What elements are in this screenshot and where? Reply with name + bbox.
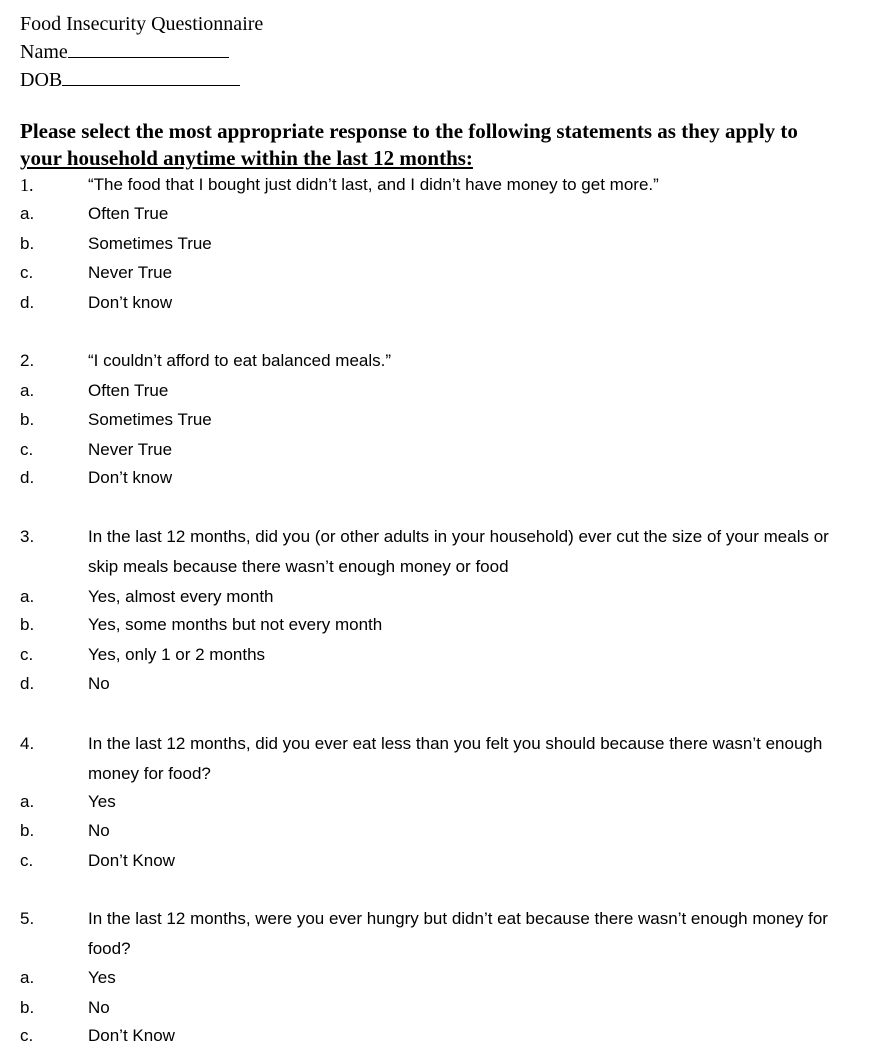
question-number: 2. — [20, 351, 35, 370]
option-letter: c. — [20, 440, 34, 459]
question-number: 1. — [20, 175, 34, 195]
option-letter: a. — [20, 204, 35, 223]
name-blank-line[interactable] — [68, 40, 229, 58]
option-letter: c. — [20, 263, 34, 282]
option-text: Yes — [88, 968, 116, 987]
option-letter: c. — [20, 645, 34, 664]
option-letter: b. — [20, 821, 35, 840]
option-text: Don’t Know — [88, 1026, 175, 1045]
option-text: Often True — [88, 381, 169, 400]
instructions-text: Please select the most appropriate response to the following statements as they apply to — [20, 119, 798, 143]
option-text: Yes — [88, 792, 116, 811]
option-letter: c. — [20, 851, 34, 870]
option-letter: c. — [20, 1026, 34, 1045]
option-letter: d. — [20, 293, 35, 312]
instructions-emphasis: your household anytime within the last 12 months: — [20, 146, 473, 170]
name-field — [20, 40, 229, 64]
option-text: Yes, almost every month — [88, 587, 274, 606]
option-letter: d. — [20, 468, 35, 487]
option-text: No — [88, 998, 110, 1017]
question-text: In the last 12 months, did you (or other adults in your household) ever cut the size of your meals or skip meals because there wasn’t enough money or food — [88, 527, 829, 576]
option-text: Never True — [88, 263, 173, 282]
option-letter: a. — [20, 968, 35, 987]
option-letter: a. — [20, 792, 35, 811]
question-number: 5. — [20, 909, 35, 928]
name-label: Name — [20, 41, 68, 63]
option-text: Sometimes True — [88, 410, 212, 429]
option-text: Never True — [88, 440, 173, 459]
option-text: No — [88, 821, 110, 840]
option-text: Often True — [88, 204, 169, 223]
option-text: No — [88, 674, 110, 693]
option-letter: d. — [20, 674, 35, 693]
question-number: 4. — [20, 734, 35, 753]
option-letter: b. — [20, 234, 35, 253]
option-letter: b. — [20, 998, 35, 1017]
page-title: Food Insecurity Questionnaire — [20, 13, 264, 35]
dob-label: DOB — [20, 69, 63, 91]
option-text: Don’t know — [88, 468, 173, 487]
option-letter: b. — [20, 615, 35, 634]
question-number: 3. — [20, 527, 35, 546]
question-text: “The food that I bought just didn’t last, and I didn’t have money to get more.” — [88, 175, 659, 194]
question-text: “I couldn’t afford to eat balanced meals.” — [88, 351, 392, 370]
question-text: In the last 12 months, did you ever eat less than you felt you should because there wasn’t enough money for food? — [88, 734, 823, 783]
dob-field — [20, 68, 240, 92]
question-1 — [0, 170, 876, 200]
option-letter: a. — [20, 381, 35, 400]
option-text: Yes, some months but not every month — [88, 615, 383, 634]
option-text: Don’t Know — [88, 851, 175, 870]
option-text: Yes, only 1 or 2 months — [88, 645, 266, 664]
option-letter: a. — [20, 587, 35, 606]
question-text: In the last 12 months, were you ever hungry but didn’t eat because there wasn’t enough money for food? — [88, 909, 828, 958]
option-letter: b. — [20, 410, 35, 429]
option-text: Don’t know — [88, 293, 173, 312]
dob-blank-line[interactable] — [62, 68, 240, 86]
instructions — [20, 118, 840, 172]
option-text: Sometimes True — [88, 234, 212, 253]
